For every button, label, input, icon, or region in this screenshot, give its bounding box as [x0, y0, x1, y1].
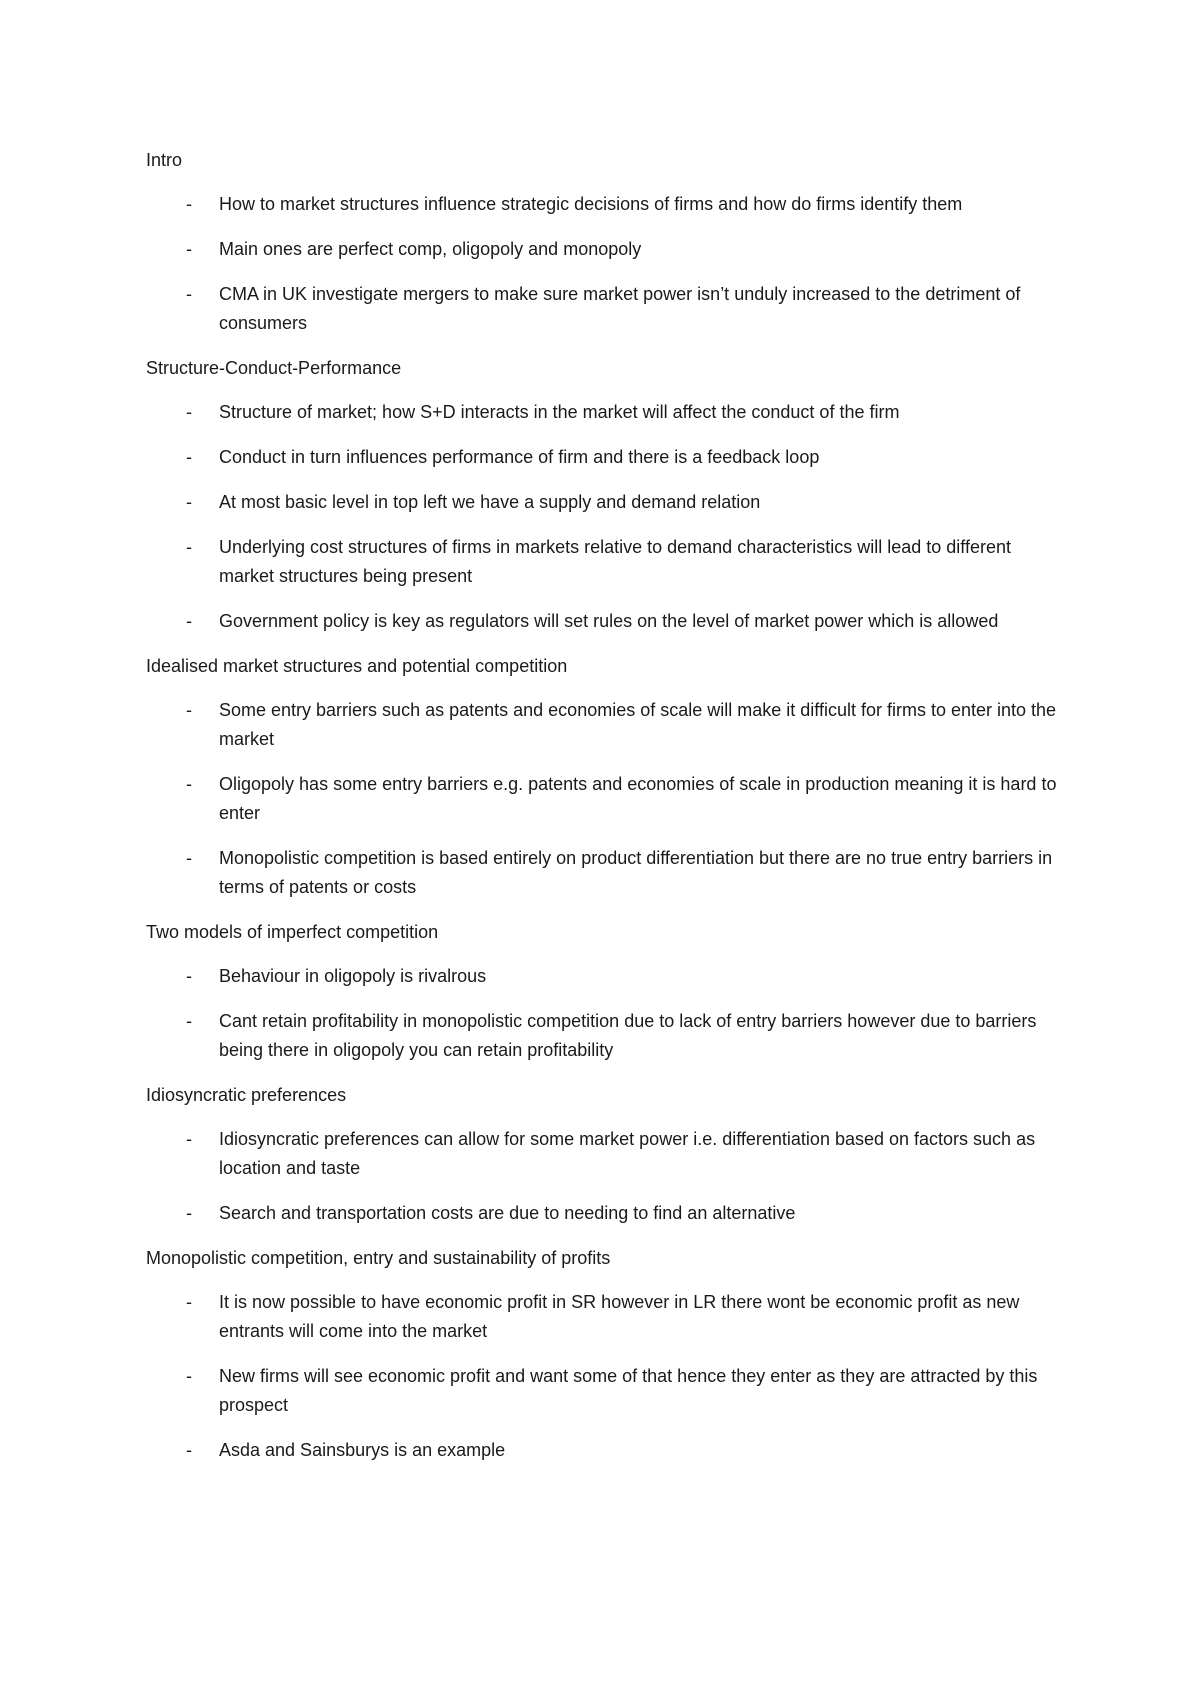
bullet-dash: -: [186, 1292, 192, 1312]
list-item-text: Cant retain profitability in monopolistic competition due to lack of entry barriers however due to barriers being there in oligopoly you can retain profitability: [219, 1011, 1037, 1060]
list-item: [146, 1007, 1066, 1065]
bullet-dash: -: [186, 848, 192, 868]
list-item: [146, 235, 1066, 264]
list-item-text: Search and transportation costs are due to needing to find an alternative: [219, 1203, 796, 1223]
section-heading: Idealised market structures and potential competition: [146, 656, 568, 676]
section-heading: Monopolistic competition, entry and sustainability of profits: [146, 1248, 611, 1268]
list-item-text: Behaviour in oligopoly is rivalrous: [219, 966, 487, 986]
list-item-text: Government policy is key as regulators will set rules on the level of market power which is allowed: [219, 611, 999, 631]
list-item: [146, 488, 1066, 517]
list-item-text: CMA in UK investigate mergers to make sure market power isn’t unduly increased to the detriment of consumers: [219, 284, 1021, 333]
section-structure-conduct-performance: [146, 354, 1066, 636]
list-item-text: Oligopoly has some entry barriers e.g. patents and economies of scale in production meaning it is hard to enter: [219, 774, 1057, 823]
list-item-text: Idiosyncratic preferences can allow for some market power i.e. differentiation based on factors such as location and taste: [219, 1129, 1036, 1178]
list-item: [146, 770, 1066, 828]
bullet-dash: -: [186, 447, 192, 467]
list-item-text: Conduct in turn influences performance of firm and there is a feedback loop: [219, 447, 820, 467]
bullet-dash: -: [186, 774, 192, 794]
bullet-dash: -: [186, 537, 192, 557]
section-idealised-market-structures: [146, 652, 1066, 902]
list-item-text: It is now possible to have economic profit in SR however in LR there wont be economic profit as new entrants will come into the market: [219, 1292, 1020, 1341]
bullet-dash: -: [186, 1440, 192, 1460]
list-item: [146, 1288, 1066, 1346]
bullet-dash: -: [186, 700, 192, 720]
list-item-text: Monopolistic competition is based entirely on product differentiation but there are no true entry barriers in terms of patents or costs: [219, 848, 1053, 897]
bullet-dash: -: [186, 284, 192, 304]
bullet-list: [146, 1125, 1066, 1228]
list-item: [146, 696, 1066, 754]
list-item: [146, 443, 1066, 472]
list-item-text: Structure of market; how S+D interacts in the market will affect the conduct of the firm: [219, 402, 900, 422]
list-item: [146, 533, 1066, 591]
bullet-dash: -: [186, 402, 192, 422]
bullet-dash: -: [186, 966, 192, 986]
list-item-text: At most basic level in top left we have a supply and demand relation: [219, 492, 761, 512]
bullet-dash: -: [186, 239, 192, 259]
list-item-text: Underlying cost structures of firms in markets relative to demand characteristics will lead to different market structures being present: [219, 537, 1011, 586]
list-item: [146, 1199, 1066, 1228]
section-idiosyncratic-preferences: [146, 1081, 1066, 1228]
list-item-text: Main ones are perfect comp, oligopoly and monopoly: [219, 239, 642, 259]
list-item: [146, 844, 1066, 902]
bullet-dash: -: [186, 492, 192, 512]
bullet-list: [146, 1288, 1066, 1465]
section-monopolistic-competition-entry: [146, 1244, 1066, 1465]
list-item: [146, 1436, 1066, 1465]
section-heading: Idiosyncratic preferences: [146, 1085, 347, 1105]
list-item: [146, 962, 1066, 991]
list-item: [146, 1362, 1066, 1420]
bullet-list: [146, 962, 1066, 1065]
list-item-text: Some entry barriers such as patents and economies of scale will make it difficult for firms to enter into the market: [219, 700, 1057, 749]
section-intro: [146, 146, 1066, 338]
section-heading: Structure-Conduct-Performance: [146, 358, 402, 378]
list-item-text: Asda and Sainsburys is an example: [219, 1440, 506, 1460]
list-item: [146, 398, 1066, 427]
list-item: [146, 190, 1066, 219]
bullet-dash: -: [186, 194, 192, 214]
list-item-text: How to market structures influence strategic decisions of firms and how do firms identify them: [219, 194, 963, 214]
list-item-text: New firms will see economic profit and want some of that hence they enter as they are attracted by this prospect: [219, 1366, 1038, 1415]
list-item: [146, 1125, 1066, 1183]
bullet-list: [146, 696, 1066, 902]
bullet-dash: -: [186, 1366, 192, 1386]
section-heading: Two models of imperfect competition: [146, 922, 439, 942]
list-item: [146, 280, 1066, 338]
bullet-dash: -: [186, 1011, 192, 1031]
section-heading: Intro: [146, 150, 183, 170]
document-body: [146, 146, 1066, 1481]
bullet-list: [146, 190, 1066, 338]
section-two-models-imperfect-competition: [146, 918, 1066, 1065]
bullet-dash: -: [186, 1129, 192, 1149]
list-item: [146, 607, 1066, 636]
bullet-list: [146, 398, 1066, 636]
bullet-dash: -: [186, 611, 192, 631]
bullet-dash: -: [186, 1203, 192, 1223]
